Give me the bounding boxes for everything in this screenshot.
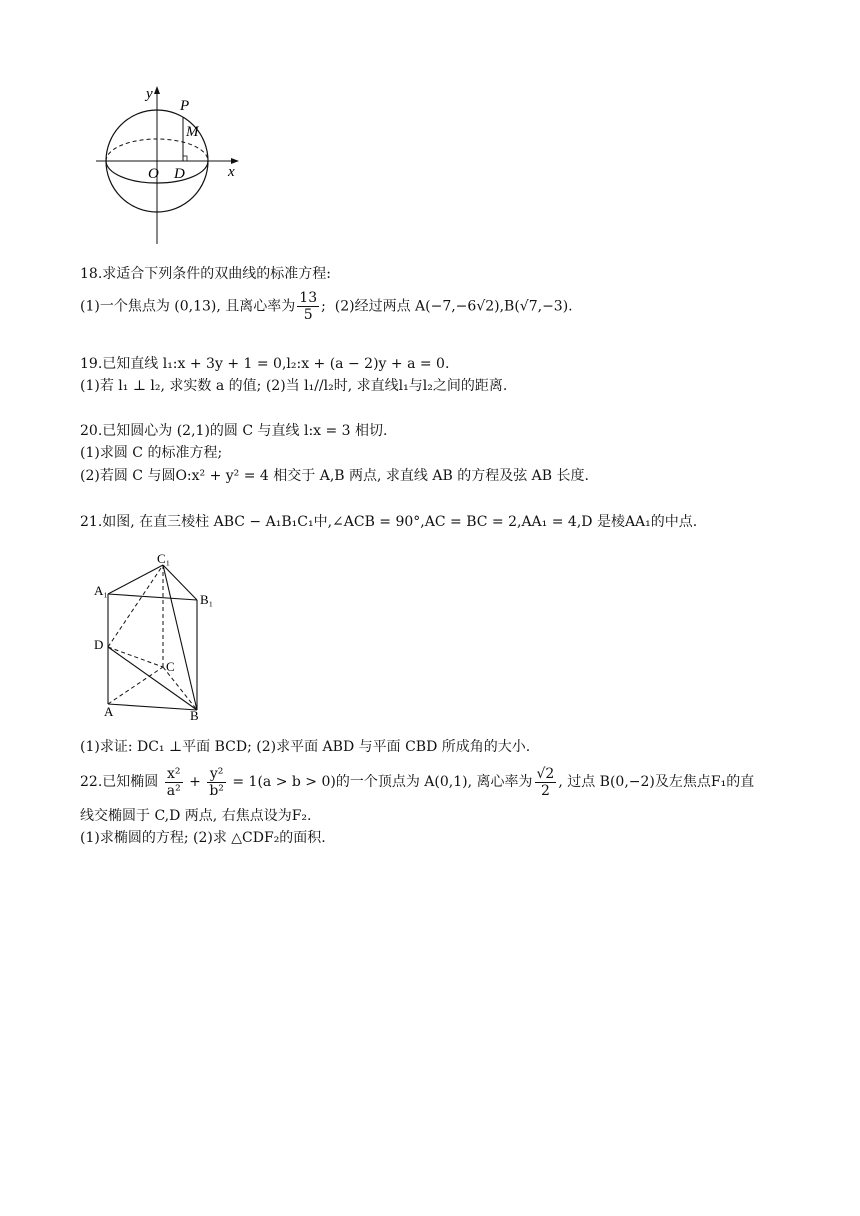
q22-frac1-den: a²: [166, 782, 181, 799]
q22-frac1-num: x²: [165, 766, 183, 783]
q18-part2: (2)经过两点 A(−7,−6√2),B(√7,−3).: [334, 298, 573, 315]
q22-line2: 线交椭圆于 C,D 两点, 右焦点设为F₂.: [80, 808, 312, 824]
q22-post: , 过点 B(0,−2)及左焦点F₁的直: [558, 774, 755, 790]
q22-frac3-num: √2: [536, 765, 555, 782]
label-a: A: [104, 704, 114, 719]
label-c1: C₁: [157, 552, 171, 566]
label-b1: B₁: [200, 592, 214, 607]
q20-title: 20.已知圆心为 (2,1)的圆 C 与直线 l:x = 3 相切.: [80, 423, 388, 439]
edge-c1-b1: [163, 565, 197, 600]
edge-a-b: [108, 704, 197, 710]
segment-d-c1: [108, 565, 163, 647]
q22-plus: +: [189, 774, 201, 790]
q20-part2: (2)若圆 C 与圆O:x² + y² = 4 相交于 A,B 两点, 求直线 AB 的方程及弦 AB 长度.: [80, 468, 589, 484]
label-d: D: [94, 637, 104, 652]
q18-fraction: [297, 290, 319, 323]
segment-d-b: [108, 647, 197, 710]
edge-a1-b1: [108, 594, 197, 600]
q22-frac2-num: y²: [207, 766, 226, 783]
q18-parts: [80, 290, 573, 323]
q22-frac3-den: 2: [540, 782, 550, 799]
q20-part1: (1)求圆 C 的标准方程;: [80, 445, 223, 461]
label-p: P: [180, 98, 190, 114]
segment-d-c: [108, 647, 163, 667]
q18-frac-num: 13: [299, 290, 318, 306]
q22-frac2-den: b²: [209, 782, 224, 799]
y-axis-arrow: [154, 86, 160, 94]
q22-frac2: [207, 766, 226, 799]
q18-frac-den: 5: [303, 307, 313, 323]
label-o: O: [148, 166, 159, 182]
q22-frac1: [165, 766, 183, 799]
circle-ellipse-figure: [90, 82, 250, 247]
q21-parts: (1)求证: DC₁ ⊥平面 BCD; (2)求平面 ABD 与平面 CBD 所成角的大小.: [80, 739, 531, 755]
label-y: y: [146, 86, 153, 102]
q19-title: 19.已知直线 l₁:x + 3y + 1 = 0,l₂:x + (a − 2)y + a = 0.: [80, 356, 450, 372]
label-c: C: [166, 659, 175, 674]
label-a1: A₁: [94, 583, 108, 598]
q22-frac3: [535, 766, 557, 799]
q22-mid: = 1(a > b > 0)的一个顶点为 A(0,1), 离心率为: [232, 774, 533, 790]
q22-pre: 22.已知椭圆: [80, 774, 159, 790]
label-b: B: [190, 708, 199, 723]
q18-part1-pre: (1)一个焦点为 (0,13), 且离心率为: [80, 298, 296, 315]
edge-a1-c1: [108, 565, 163, 594]
prism-figure: [90, 552, 230, 724]
edge-a-c: [108, 667, 163, 704]
q22-line1: [80, 764, 754, 800]
q22-parts: (1)求椭圆的方程; (2)求 △CDF₂的面积.: [80, 830, 326, 846]
label-d: D: [174, 166, 185, 182]
q18-title: 18.求适合下列条件的双曲线的标准方程:: [80, 266, 331, 282]
q21-title: 21.如图, 在直三棱柱 ABC − A₁B₁C₁中,∠ACB = 90°,AC = BC = 2,AA₁ = 4,D 是棱AA₁的中点.: [80, 514, 698, 530]
q19-parts: (1)若 l₁ ⊥ l₂, 求实数 a 的值; (2)当 l₁//l₂时, 求直线l₁与l₂之间的距离.: [80, 378, 508, 394]
right-angle-mark: [183, 156, 187, 161]
q18-part1-post: ;: [321, 298, 326, 315]
label-m: M: [186, 124, 199, 140]
label-x: x: [228, 164, 235, 180]
segment-c1-b: [163, 565, 197, 710]
